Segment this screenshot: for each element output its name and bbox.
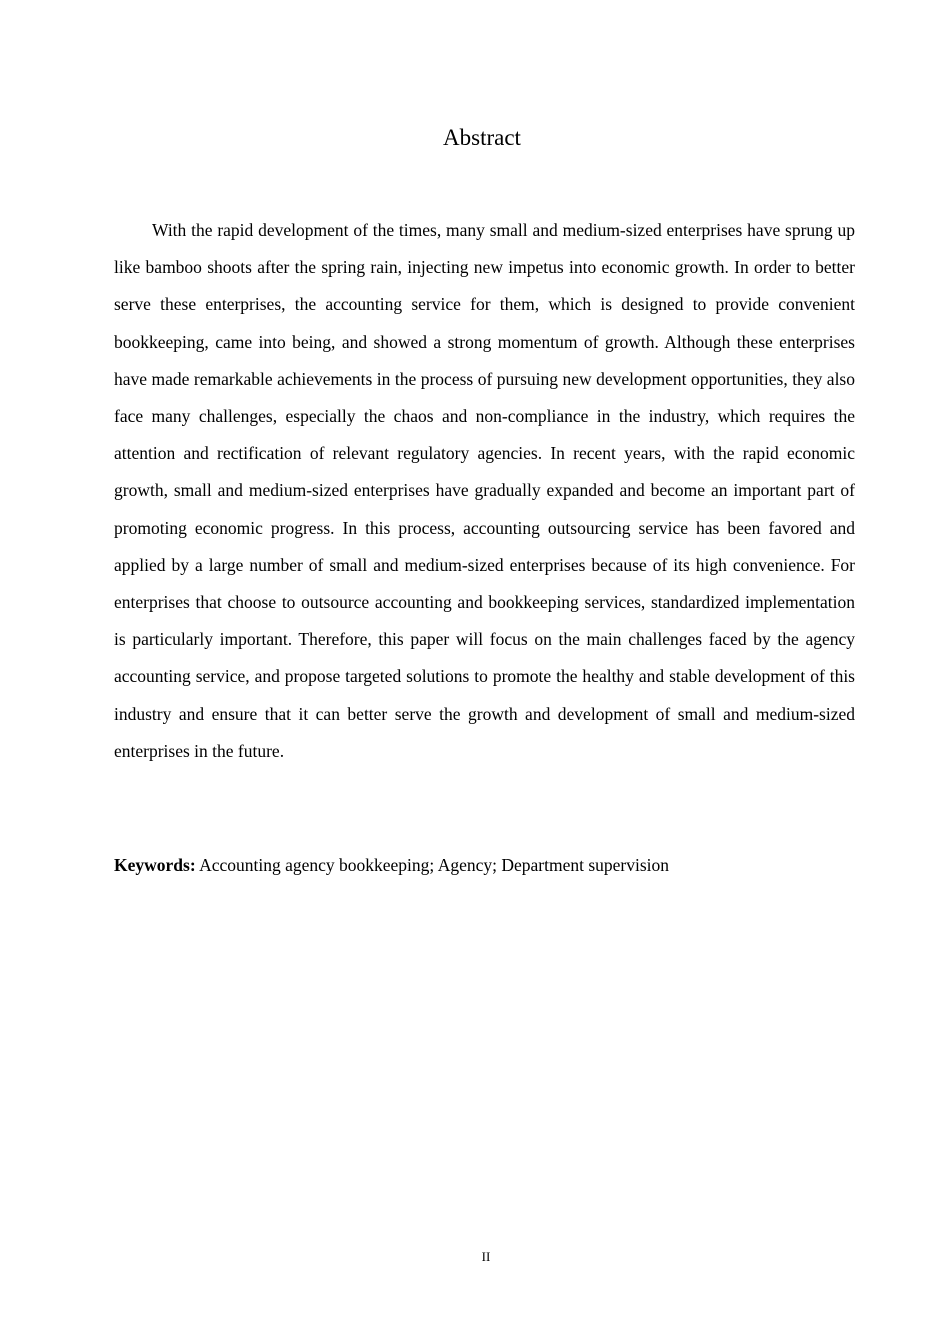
abstract-title: Abstract xyxy=(443,125,521,150)
keywords-text: Accounting agency bookkeeping; Agency; Department supervision xyxy=(199,855,670,875)
abstract-body: With the rapid development of the times, many small and medium-sized enterprises have sprung up like bamboo shoots after the spring rain, injecting new impetus into economic growth. In order to better serve these enterprises, the accounting service for them, which is designed to provide convenient bookkeeping, came into being, and showed a strong momentum of growth. Although these enterprises have made remarkable achievements in the process of pursuing new development opportunities, they also face many challenges, especially the chaos and non-compliance in the industry, which requires the attention and rectification of relevant regulatory agencies. In recent years, with the rapid economic growth, small and medium-sized enterprises have gradually expanded and become an important part of promoting economic progress. In this process, accounting outsourcing service has been favored and applied by a large number of small and medium-sized enterprises because of its high convenience. For enterprises that choose to outsource accounting and bookkeeping services, standardized implementation is particularly important. Therefore, this paper will focus on the main challenges faced by the agency accounting service, and propose targeted solutions to promote the healthy and stable development of this industry and ensure that it can better serve the growth and development of small and medium-sized enterprises in the future. xyxy=(114,220,855,761)
page-number: II xyxy=(481,1249,491,1264)
keywords-line xyxy=(114,850,855,880)
keywords-label: Keywords: xyxy=(114,855,196,875)
